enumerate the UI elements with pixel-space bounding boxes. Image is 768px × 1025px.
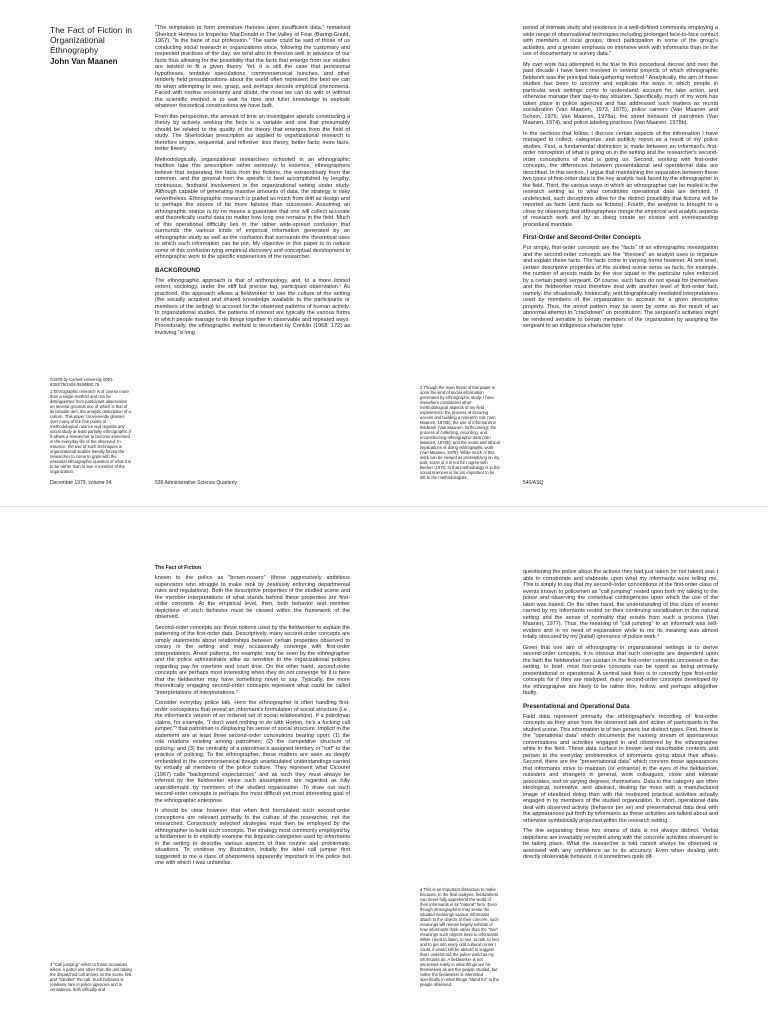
section-heading-background: BACKGROUND bbox=[155, 266, 201, 274]
paragraph: The line separating these two strains of data is not always distinct. Verbal depictions are invariably recorded along with the concrete activities observed to be taking place. What the researcher is told cannot always be observed or assessed with any confidence as to its accuracy. Even when dealing with directly observable behavior, it is sometimes quite dif- bbox=[523, 828, 718, 860]
paragraph: In the sections that follow, I discuss certain aspects of the information I have managed to collect, categorize, and publicly report as a result of my police studies. First, a fundamental distinction is made between an informant's first-order conception of what is going on in the setting and the researcher's second-order conceptions of what is going on. Second, working with first-order concepts, the differences between presentational and operational data are described. In this section, I argue that maintaining the separation between these two types of first-order data is the key analytic task faced by the ethnographer in the field. Third, the various ways in which an ethnographer can be misled in the research setting as to what constitutes operational data are denoted. If undetected, such deceptions allow for the distinct possibility that fictions will be reported as facts (and facts as fictions). Fourth, the analysis is brought to a close by observing that ethnographers merge the empirical and analytic aspects of research work and by so doing create an elusive and everexpanding procedural mandate. bbox=[523, 130, 718, 228]
copyright-notice: ©1979 by Cornell University 0001-8392/79/2404-0539$00.75 bbox=[50, 377, 114, 387]
paragraph: Field data represent primarily the ethnographer's recording of first-order concepts as they arise from the observed talk and action of participants in the studied scene. This information is of two generic but distinct types. First, there is the "operational data" which documents the running stream of spontaneous conversations and activities engaged in and observed by the ethnographer while in the field. These data surface in known and describable contexts and pertain to the everyday problematics of informants going about their affairs. Second, there are the "presentational data" which concern those appearances that informants strive to maintain (or enhance) in the eyes of the fieldworker, outsiders and strangers in general, work colleagues, close and intimate associates, and to varying degrees, themselves. Data in this category are often ideological, normative, and abstract, dealing far more with a manufactured image of idealized doing than with the routinized practical activities actually engaged in by members of the studied organization. In short, operational data deal with observed activity (behavior per se) and presentational data deal with the appearances put forth by informants as these activities are talked about and otherwise symbolically projected within the research setting. bbox=[523, 713, 718, 824]
paragraph: Methodologically, organizational researchers schooled in an ethnographic tradition take this prescription rather seriously. In essence, ethnographers believe that separating the facts from the fictions, the extraordinary from the common, and the general from the specific is best accomplished by lengthy, continuous, firsthand involvement in the organizational setting under study. Although capable of generating massive amounts of data, the strategy is risky nevertheless. Ethnographic research is guided as much from drift as design and is perhaps the source of far more failures than successes. Assuming an ethnographic stance is by no means a guarantee that one will collect accurate and theoretically useful data no matter how long one remains in the field. Much of this operational difficulty lies in the rather wide-spread confusion that surrounds the various kinds of empirical information generated by an ethnographic study as well as the confusion that surrounds the theoretical uses to which such information can be put. My objective in this paper is to reduce some of this confusion tying empirical discovery and conceptual development in ethnographic work to the specific experiences of the researcher. bbox=[155, 156, 350, 260]
body-column-2 bbox=[155, 575, 350, 871]
body-column-2 bbox=[155, 25, 350, 340]
paragraph: My own work has attempted to be true to this procedural decree and over the past decade I have been involved in several projects of which ethnographic fieldwork was the principal data-gathering method.² Analytically, the aim of these studies has been to uncover and explicate the ways in which people in particular work settings come to understand, account for, take action, and otherwise manage their day-to-day situation. Specifically, much of my work has taken place in police agencies and has addressed such matters as recruit socialization (Van Maanen, 1973, 1975), police careers (Van Maanen and Schein, 1976; Van Maanen, 1978a), the street behavior of patrolmen (Van Maanen, 1974), and police labeling practices (Van Maanen, 1978b). bbox=[523, 61, 718, 126]
journal-page-539-540 bbox=[0, 0, 768, 506]
paragraph: From this perspective, the amount of time an investigator spends constructing a theory by actively seeking the facts is a variable and one that presumably should be related to the quality of the theory that emerges from the field of study. The Sherlockian prescription as applied to organizational research is therefore simple, sequential, and reflexive: less theory, better facts; more facts, better theory. bbox=[155, 113, 350, 152]
footnote-column-right bbox=[420, 887, 500, 989]
paragraph: Put simply, first-order concepts are the "facts" of an ethnographic investigation and the second-order concepts are the "theories" an analyst uses to organize and explain these facts. The facts come in varying forms however. At one level, certain descriptive properties of the studied scene serve as facts, for example, the number of arrests made by the vice squad or the particular rules enforced by a certain patrol sergeant. Of course, such facts do not speak for themselves and the fieldworker must therefore deal with another level of first-order fact, namely: the situationally, historically, and biographically mediated interpretations used by members of the organization to account for a given descriptive property. Thus, the arrest pattern may be seen by some as the result of an abnormal attempt to "crackdown" on prostitution. The sergeant's activities might be rendered sensible to certain members of the organization by assigning the sergeant to an indigenous character type bbox=[523, 245, 718, 329]
paragraph: period of intimate study and residence in a well-defined community employing a wide range of observational techniques including prolonged face-to-face contact with members of local groups, direct participation in some of the group's activities, and a greater emphasis on intensive work with informants than on the use of documentary or survey data." bbox=[523, 25, 718, 57]
paragraph: Consider everyday police talk. Here the ethnographer is often handling first-order conceptions that reveal an informant's formulation of social structure (i.e., the informant's version of an ordered set of social relationships). If a patrolman claims, for example, "I don't want nothing to do with Horton, he's a fucking call jumper,"³ that patrolman is displaying his sense of social structure. Implicit in the statement are at least three second-order conceptions bearing upon: (1) the role relations existing among patrolmen; (2) the competitive structure of policing; and (3) the centrality of a patrolman's assigned territory or "turf" to the practice of policing. To the ethnographer, these matters are seen as deeply embedded in the commonsensical though unarticulated understandings carried by virtually all members of the police culture. They represent what Cicourel (1967) calls "background expectancies" and as such they must always be inferred by the fieldworker since such assumptions are regarded as fully unproblematic by members of the studied organization. To draw out such second-order concepts is perhaps the most difficult yet most interesting goal of the ethnographic enterprise. bbox=[155, 700, 350, 804]
section-heading-first-order: First-Order and Second-Order Concepts bbox=[523, 234, 641, 241]
title-column bbox=[50, 25, 132, 70]
footnote-2: 2 Though the main thrust of this paper is upon the kind of social information generated by ethnographic study, I have elsewhere considered other methodological aspects of my field experiences: the process of securing access and building a research role (Van Maanen, 1978b); the use of informants in fieldwork (Van Maanen, forthcoming); the process of collecting, recording, and reconstructing ethnographic data (Van Maanen, 1978b); and the moral and ethical implications of doing ethnographic work (Van Maanen, 1979). While much of this work can be viewed as proselytizing on my part, some of it is not for I agree with Becker (1970: 3) that methodology is in the social sciences is far too important to be left to the methodologists. bbox=[420, 385, 500, 480]
section-heading-presentational: Presentational and Operational Data bbox=[523, 702, 630, 710]
running-head: The Fact of Fiction bbox=[155, 565, 202, 571]
footnote-column-left bbox=[50, 377, 132, 476]
paragraph: It should be clear however that when first formulated such second-order conceptions are relevant primarily to the culture of the researcher, not the researched. Consciously selected strategies must then be employed by the ethnographer to build such concepts. The strategy most commonly employed by a fieldworker is to explicitly examine the linguistic categories used by informants in the setting to describe various aspects of their routine and problematic situations. To continue my illustration, initially the label call jumper first suggested to me a class of phenomena apparently important to the police but one with which I was unfamiliar. bbox=[155, 808, 350, 866]
journal-page-541-542 bbox=[0, 506, 768, 1025]
footnote-3: 3 "Call jumping" refers to those occasions where a patrol unit other than the unit taking the dispatched call arrives on the scene first and "handles" the call. Such behavior is relatively rare in police agencies and is considered, both officially and bbox=[50, 962, 132, 992]
footnote-4: 4 This is an important distinction to make because, in the final analysis, fieldworkers can never fully apprehend the world of their informants in its "natural" form. Even though ethnographers may sense the situated meanings various informants attach to the objects of their concern, such meanings will remain largely exhibits of how informants think rather than the "true" meanings such objects have to informants. While I tried to listen, to see, to talk, to feel, and to get into every odd cultural corner I could, it would still be absurd to suggest that I understood the police world as my informants do. A fieldworker is not interested solely in what things are for themselves as are the people studied, but rather the fieldworker is interested specifically in what things "stand for" to the people observed. bbox=[420, 887, 500, 987]
paragraph: Given that one aim of ethnography in organizational settings is to derive second-order concepts, it is obvious that such concepts are dependent upon the faith the fieldworker can sustain in the first-order concepts uncovered in the setting. In brief, most first-order concepts can be typed as being primarily presentational or operational. A central task then is to correctly type first-order concepts for if they are mistyped, many second-order concepts developed by the ethnographer are likely to be rather thin, hollow, and perhaps altogether faulty. bbox=[523, 644, 718, 696]
footnote-column-left bbox=[50, 962, 132, 994]
footnote-column-right bbox=[420, 385, 500, 482]
body-column-4 bbox=[523, 569, 718, 865]
paragraph: "The temptation to form premature theories upon insufficient data," remarked Sherlock Holmes to Inspector MacDonald in The Valley of Fear (Baring-Gould, 1967), "is the bane of our profession." The same could be said of those of us conducting social research in organizations since, following the customary and respected practices of the day, we tend also to theorize well in advance of our facts thus allowing for the possibility that the facts that emerge from our studies are twisted to fit a given theory. Yet, it is still the case that provisional hypotheses, tentative speculations, commonsensical hunches, and other tenderly held presuppositions about the world often represent the best we can do when attempting to see, grasp, and perhaps decode empirical phenomena. Faced with routine uncertainty and doubt, the most we can do with or without the scientific method is to wait for time and fuller knowledge to explode whatever theoretical constructions we have built. bbox=[155, 25, 350, 109]
footnote-1: 1 Ethnographic research is of course more than a single method and can be distinguished from participant observation on several grounds one of which is that of its broader aim, the analytic description of a culture. This paper conveniently glosses over many of the fine points of methodological nuance and regards any social study at least partially ethnographic if it allows a researcher to become immersed in the everyday life of the observed. In essence, the use of such techniques in organizational studies literally forces the researcher to come to grips with the essential ethnographic question of what it is to be rather than to see a member of the organization. bbox=[50, 389, 132, 474]
paragraph: questioning the police about the actions they had just taken (or not taken) was I able to corroborate and elaborate upon what my informants were telling me. This is simply to say that my second-order conceptions of the first-order class of events known to policemen as "call jumping" rested upon both my talking to the police and observing the contextual contingencies upon which the use of the label was based. On the other hand, the understanding of this class of events carried by my informants rested on their continuing socialization in the natural setting and the sense of normality that results from such a process (Van Maanen, 1977). Thus, the meaning of "call jumping" to an informant was self-evident and in no need of explanation while to me its meaning was almost totally obscured by my [initial] ignorance of police work.⁴ bbox=[523, 569, 718, 640]
issue-footer: December 1979, volume 24 bbox=[50, 480, 112, 486]
page-number-footer: 540/ASQ bbox=[523, 480, 544, 486]
paragraph: known to the police as "brown-nosers" (those aggressively ambitious supervisors who struggle to make rank by zealously enforcing departmental rules and regulations). Both the descriptive properties of the studied scene and the member interpretations of what stands behind these properties are first-order concepts. At the empirical level, then, both behavior and member depictions of such behavior must be viewed within the framework of the observed. bbox=[155, 575, 350, 620]
author-name: John Van Maanen bbox=[50, 57, 118, 66]
article-title: The Fact of Fiction in Organizational Ethnography bbox=[50, 25, 132, 55]
paragraph: Second-order concepts are those notions used by the fieldworker to explain the patterning of the first-order data. Descriptively, many second-order concepts are simply statements about relationships between certain properties observed to covary in the setting and may occasionally converge with first-order interpretations. Arrest patterns, for example, may be seen by the ethnographer and the police administrator alike as sensitive to the organizational policies regarding pay for overtime and court time. On the other hand, second-order concepts are perhaps most interesting when they do not converge for it is here that the fieldworker may have something novel to say. Typically, the more theoretically engaging second-order concepts represent what could be called "interpretations of interpretations." bbox=[155, 624, 350, 696]
journal-footer: 539 Administrative Science Quarterly bbox=[155, 480, 237, 486]
paragraph: The ethnographic approach is that of anthropology, and, to a more limited extent, sociology, under the stiff but precise tag, participant observation.¹ As practiced, this approach allows a fieldworker to use the culture of the setting (the socially acquired and shared knowledge available to the participants or members of the setting) to account for the observed patterns of human activity. In organizational studies, the patterns of interest are typically the various forms in which people manage to do things together in observable and repeated ways. Procedurally, the ethnographic method is described by Conklin (1968: 172) as involving "a long bbox=[155, 277, 350, 336]
body-column-4 bbox=[523, 25, 718, 334]
